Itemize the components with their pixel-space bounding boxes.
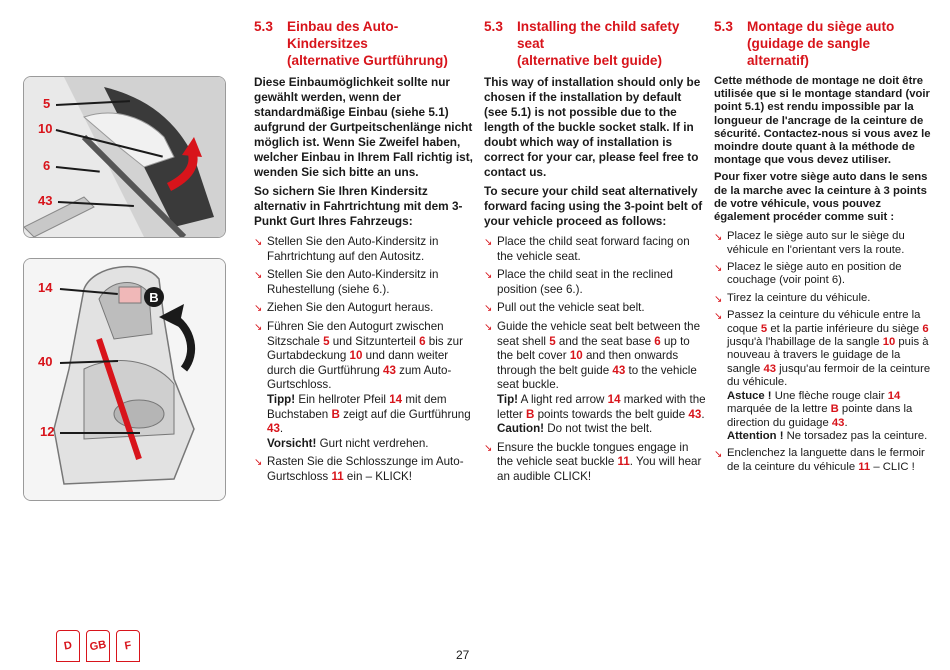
section-title: Montage du siège auto (guidage de sangle alternatif) <box>747 19 895 68</box>
caution-line: Vorsicht! Gurt nicht verdrehen. <box>267 436 429 450</box>
bullet-arrow-icon: ↘ <box>254 303 263 315</box>
list-item: ↘ Placez le siège auto en position de couchage (voir point 6). <box>714 261 902 287</box>
figure-child-seat <box>23 258 226 501</box>
bullet-arrow-icon: ↘ <box>254 457 263 469</box>
list-item: ↘ Passez la ceinture du véhicule entre la coque 5 et la partie inférieure du siège 6 jusqu'à l'habillage de la sangle 10 puis à nouveau à travers le guidage de la sangle 43 jusqu'au fermoir de la ceinture du véhicule. Astuce ! Une flèche rouge clair 14 marquée de la lettre B pointe dans la direction du guidage 43. Attention ! Ne torsadez pas la ceinture. <box>714 309 936 443</box>
column-german <box>254 18 476 489</box>
steps-list <box>484 235 706 485</box>
list-item: ↘ Enclenchez la languette dans le fermoir de la ceinture du véhicule 11 – CLIC ! <box>714 447 925 473</box>
section-number: 5.3 <box>254 19 273 34</box>
bullet-arrow-icon: ↘ <box>714 449 723 461</box>
language-tab-f: F <box>116 630 140 662</box>
intro-paragraph: Pour fixer votre siège auto dans le sens de la marche avec la ceinture à 3 points de votre véhicule, vous pouvez également procéder comme suit : <box>714 171 928 224</box>
list-item: ↘ Ziehen Sie den Autogurt heraus. <box>254 301 476 316</box>
bullet-arrow-icon: ↘ <box>714 293 723 305</box>
intro-paragraph: Diese Einbaumöglichkeit sollte nur gewählt werden, wenn der standardmäßige Einbau (siehe 5.1) aufgrund der Gurtpeitschenlänge nicht möglich ist. Wenn Sie Zweifel haben, welcher Einbau in Ihrem Fall richtig ist, wenden Sie sich bitte an uns. <box>254 75 473 179</box>
callout-6: 6 <box>43 158 51 173</box>
callout-12: 12 <box>40 424 55 439</box>
child-seat-illustration <box>24 259 225 500</box>
leader-line <box>60 432 140 434</box>
marker-b: B <box>149 290 159 305</box>
tip-line: Tipp! Ein hellroter Pfeil 14 mit dem Buchstaben B zeigt auf die Gurtführung 43. <box>267 392 471 436</box>
section-heading <box>484 18 706 69</box>
bullet-arrow-icon: ↘ <box>484 237 493 248</box>
caution-line: Caution! Do not twist the belt. <box>497 422 653 436</box>
list-item: ↘ Stellen Sie den Auto-Kindersitz in Fahrtrichtung auf den Autositz. <box>254 235 439 263</box>
callout-43: 43 <box>38 193 53 208</box>
bullet-arrow-icon: ↘ <box>484 270 493 282</box>
tip-line: Astuce ! Une flèche rouge clair 14 marquée de la lettre B pointe dans la direction du guidage 43. <box>727 389 913 429</box>
list-item: ↘ Place the child seat in the reclined position (see 6.). <box>484 268 673 296</box>
bullet-arrow-icon: ↘ <box>254 237 263 248</box>
list-item: ↘ Tirez la ceinture du véhicule. <box>714 291 871 305</box>
bullet-arrow-icon: ↘ <box>714 232 723 244</box>
bullet-arrow-icon: ↘ <box>484 442 493 454</box>
intro-paragraph: To secure your child seat alternatively forward facing using the 3-point belt of your vehicle proceed as follows: <box>484 184 703 228</box>
steps-list <box>254 235 476 485</box>
section-title: Installing the child safety seat (alternative belt guide) <box>517 19 680 68</box>
tip-line: Tip! A light red arrow 14 marked with the letter B points towards the belt guide 43. <box>497 392 706 421</box>
callout-40: 40 <box>38 354 53 369</box>
list-item: ↘ Placez le siège auto sur le siège du véhicule en l'orientant vers la route. <box>714 230 905 256</box>
list-item: ↘ Ensure the buckle tongues engage in the vehicle seat buckle 11. You will hear an audible CLICK! <box>484 440 702 483</box>
section-number: 5.3 <box>484 19 503 34</box>
bullet-arrow-icon: ↘ <box>254 270 263 282</box>
intro-paragraph: Cette méthode de montage ne doit être utilisée que si le montage standard (voir point 5.1) est rendu impossible par la longueur de l'ancrage de la ceinture de sécurité. Contactez-nous si vous avez le moindre doute quant à la méthode de montage que vous devez utiliser. <box>714 75 931 167</box>
caution-line: Attention ! Ne torsadez pas la ceinture. <box>727 429 928 442</box>
column-english <box>484 18 706 489</box>
intro-paragraph: This way of installation should only be chosen if the installation by default (see 5.1) is not possible due to the length of the buckle socket stalk. If in doubt which way of installation is correct for your car, please feel free to contact us. <box>484 75 701 179</box>
language-tab-de: D <box>56 630 80 662</box>
callout-10: 10 <box>38 121 53 136</box>
section-heading <box>254 18 476 69</box>
list-item: ↘ Rasten Sie die Schlosszunge im Auto-Gurtschloss 11 ein – KLICK! <box>254 455 464 483</box>
bullet-arrow-icon: ↘ <box>254 321 263 333</box>
page-number: 27 <box>456 648 470 662</box>
callout-14: 14 <box>38 280 53 295</box>
list-item: ↘ Guide the vehicle seat belt between the seat shell 5 and the seat base 6 up to the belt cover 10 and then onwards through the belt guide 43 to the vehicle seat buckle. Tip! A light red arrow 14 marked with the letter B points towards the belt guide 43. Caution! Do not twist the belt. <box>484 319 706 436</box>
section-title: Einbau des Auto- Kindersitzes (alternative Gurtführung) <box>287 19 448 68</box>
language-tabs <box>56 630 140 662</box>
intro-paragraph: So sichern Sie Ihren Kindersitz alternativ in Fahrtrichtung mit dem 3-Punkt Gurt Ihres Fahrzeugs: <box>254 184 463 228</box>
bullet-arrow-icon: ↘ <box>714 311 723 323</box>
list-item: ↘ Führen Sie den Autogurt zwischen Sitzschale 5 und Sitzunterteil 6 bis zur Gurtabdeckung 10 und dann weiter durch die Gurtführung 43 zum Auto-Gurtschloss. Tipp! Ein hellroter Pfeil 14 mit dem Buchstaben B zeigt auf die Gurtführung 43. Vorsicht! Gurt nicht verdrehen. <box>254 320 476 451</box>
language-tab-gb: GB <box>86 630 110 662</box>
column-french <box>714 18 936 478</box>
list-item: ↘ Pull out the vehicle seat belt. <box>484 301 706 316</box>
bullet-arrow-icon: ↘ <box>484 321 493 333</box>
list-item: ↘ Place the child seat forward facing on the vehicle seat. <box>484 235 690 263</box>
bullet-arrow-icon: ↘ <box>714 263 723 275</box>
section-number: 5.3 <box>714 19 733 34</box>
section-heading <box>714 18 936 69</box>
list-item: ↘ Stellen Sie den Auto-Kindersitz in Ruhestellung (siehe 6.). <box>254 268 439 296</box>
bullet-arrow-icon: ↘ <box>484 303 493 315</box>
callout-5: 5 <box>43 96 51 111</box>
steps-list <box>714 230 936 474</box>
